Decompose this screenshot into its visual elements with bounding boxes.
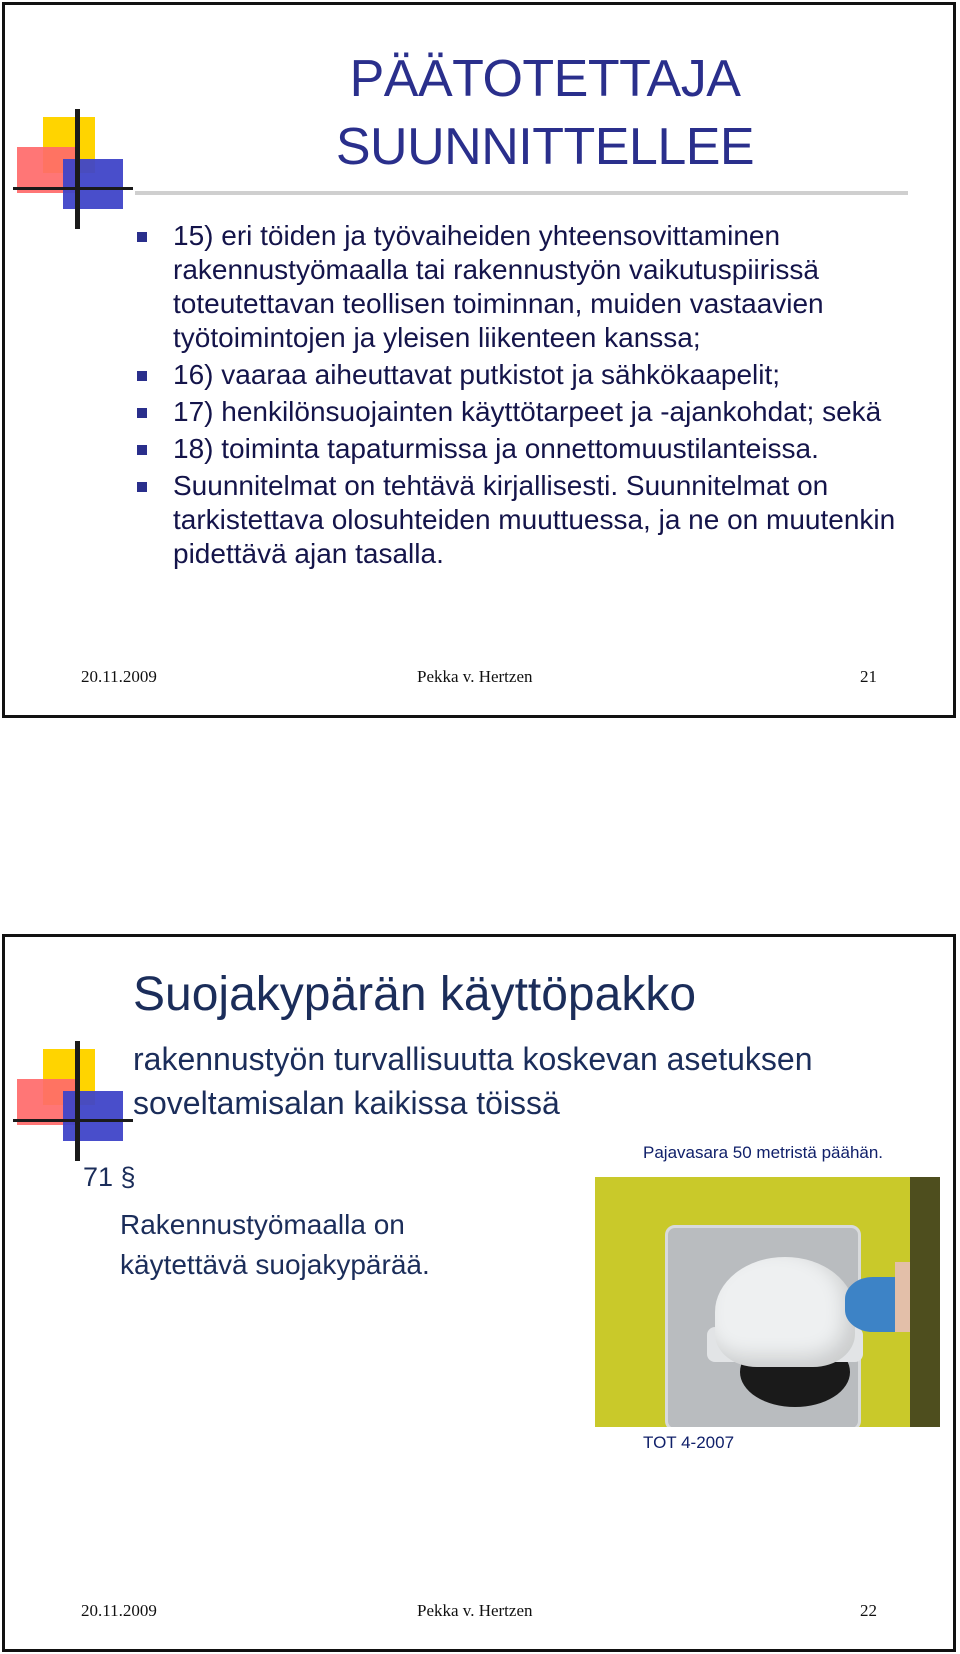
helmet-shape	[715, 1257, 855, 1367]
photo-caption-bottom: TOT 4-2007	[643, 1433, 735, 1452]
slide-title: Suojakypärän käyttöpakko	[133, 968, 697, 1021]
bullet-text: 15) eri töiden ja työvaiheiden yhteensovittaminen rakennustyömaalla tai rakennustyön vaikutuspiirissä toteutettavan teollisen toiminnan, muiden vastaavien työtoimintojen ja yleisen liikenteen kanssa;	[173, 220, 824, 353]
logo-blue-square	[63, 159, 123, 209]
bullet-text: 18) toiminta tapaturmissa ja onnettomuustilanteissa.	[173, 433, 819, 464]
footer-page-number: 22	[860, 1601, 877, 1620]
decorative-logo	[13, 109, 143, 229]
bullet-text: 16) vaaraa aiheuttavat putkistot ja sähkökaapelit;	[173, 359, 781, 390]
body-text: Rakennustyömaalla on käytettävä suojakypärää.	[120, 1209, 430, 1280]
bullet-item	[135, 432, 925, 466]
bullet-text: 17) henkilönsuojainten käyttötarpeet ja -ajankohdat; sekä	[173, 396, 882, 427]
bullet-square-icon	[137, 445, 147, 455]
bullet-square-icon	[137, 408, 147, 418]
photo-dark-edge	[910, 1177, 940, 1427]
footer-page-number: 21	[860, 667, 877, 686]
bullet-item	[135, 219, 925, 355]
logo-blue-square	[63, 1091, 123, 1141]
bullet-item	[135, 358, 925, 392]
footer-author: Pekka v. Hertzen	[417, 667, 533, 686]
photo-caption-top: Pajavasara 50 metristä päähän.	[643, 1143, 884, 1162]
bullet-square-icon	[137, 232, 147, 242]
footer-date: 20.11.2009	[81, 1601, 157, 1620]
bullet-text: Suunnitelmat on tehtävä kirjallisesti. Suunnitelmat on tarkistettava olosuhteiden muuttuessa, ja ne on muutenkin pidettävä ajan tasalla.	[173, 470, 896, 569]
bullet-square-icon	[137, 371, 147, 381]
decorative-logo	[13, 1041, 143, 1161]
footer-date: 20.11.2009	[81, 667, 157, 686]
title-line-1: PÄÄTOTETTAJA	[349, 50, 741, 108]
bullet-item	[135, 395, 925, 429]
bullet-square-icon	[137, 482, 147, 492]
slide-subtitle: rakennustyön turvallisuutta koskevan asetuksen soveltamisalan kaikissa töissä	[133, 1041, 813, 1121]
title-line-2: SUUNNITTELLEE	[335, 118, 755, 176]
footer-author: Pekka v. Hertzen	[417, 1601, 533, 1620]
helmet-photo	[595, 1177, 940, 1427]
slide-21	[2, 2, 956, 718]
logo-horizontal-line	[13, 1119, 133, 1122]
slide-title	[255, 45, 835, 181]
bullet-item	[135, 469, 925, 571]
title-divider	[135, 191, 908, 195]
logo-vertical-line	[75, 109, 80, 229]
slide-22	[2, 934, 956, 1652]
bullet-list	[135, 219, 925, 574]
section-reference: 71 §	[83, 1162, 136, 1192]
logo-horizontal-line	[13, 187, 133, 190]
logo-vertical-line	[75, 1041, 80, 1161]
